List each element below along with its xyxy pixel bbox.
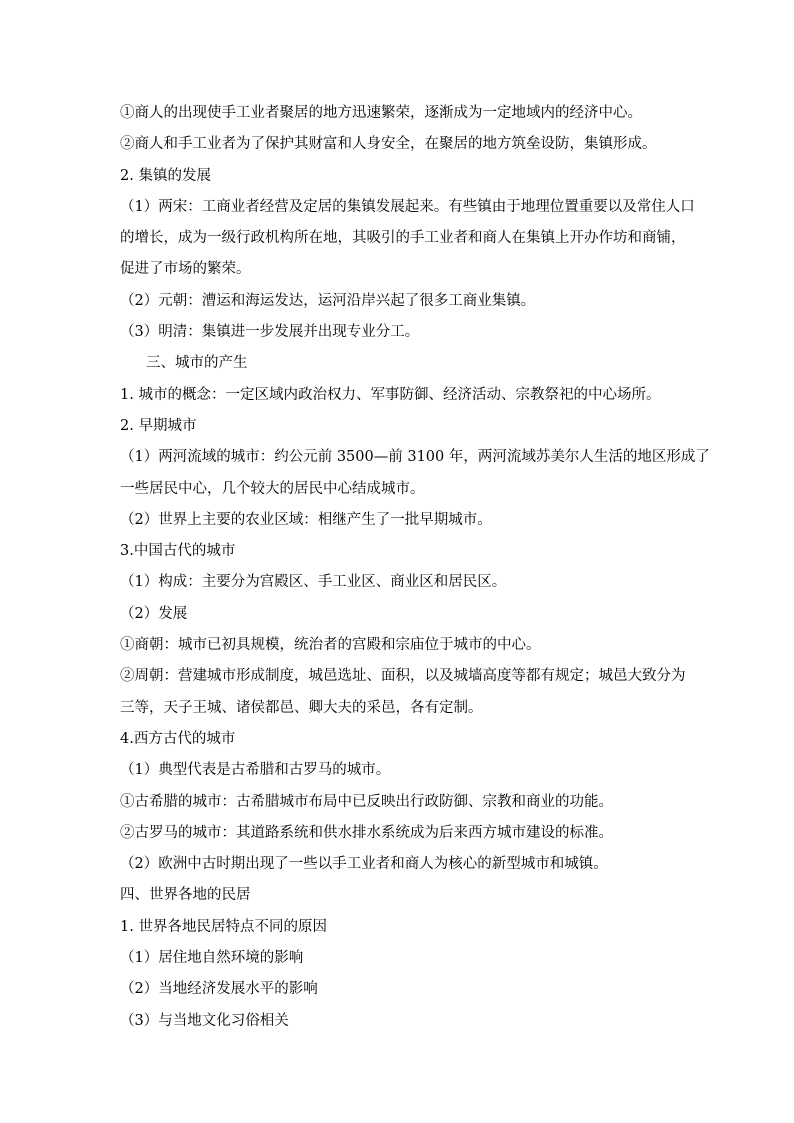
section-heading: 1. 世界各地民居特点不同的原因 xyxy=(120,918,327,935)
text-line: （3）明清：集镇进一步发展并出现专业分工。 xyxy=(120,324,420,341)
text-line: ①古希腊的城市：古希腊城市布局中已反映出行政防御、宗教和商业的功能。 xyxy=(120,793,613,810)
chapter-heading: 四、世界各地的民居 xyxy=(120,887,251,904)
document-body xyxy=(120,98,710,1037)
text-line: （2）欧洲中古时期出现了一些以手工业者和商人为核心的新型城市和城镇。 xyxy=(120,856,608,873)
text-line: ②古罗马的城市：其道路系统和供水排水系统成为后来西方城市建设的标准。 xyxy=(120,824,613,841)
section-heading: 4.西方古代的城市 xyxy=(120,730,236,747)
text-line: （1）两宋：工商业者经营及定居的集镇发展起来。有些镇由于地理位置重要以及常住人口 xyxy=(120,198,695,215)
text-line: （1）居住地自然环境的影响 xyxy=(120,950,304,967)
text-line: （1）两河流域的城市：约公元前 3500—前 3100 年，两河流域苏美尔人生活的地区形成了 xyxy=(120,449,710,466)
text-line: （3）与当地文化习俗相关 xyxy=(120,1012,289,1029)
text-line: 1. 城市的概念：一定区域内政治权力、军事防御、经济活动、宗教祭祀的中心场所。 xyxy=(120,386,661,403)
section-heading: 2. 早期城市 xyxy=(120,417,197,434)
text-line: 的增长，成为一级行政机构所在地，其吸引的手工业者和商人在集镇上开办作坊和商铺， xyxy=(120,230,686,247)
text-line: 促进了市场的繁荣。 xyxy=(120,261,251,278)
text-line: （2）发展 xyxy=(120,605,188,622)
text-line: （2）世界上主要的农业区域：相继产生了一批早期城市。 xyxy=(120,511,492,528)
text-line: ②商人和手工业者为了保护其财富和人身安全，在聚居的地方筑垒设防，集镇形成。 xyxy=(120,136,657,153)
text-line: （1）典型代表是古希腊和古罗马的城市。 xyxy=(120,762,391,779)
text-line: 一些居民中心，几个较大的居民中心结成城市。 xyxy=(120,480,425,497)
section-heading: 2. 集镇的发展 xyxy=(120,167,211,184)
section-heading: 3.中国古代的城市 xyxy=(120,543,236,560)
text-line: （2）当地经济发展水平的影响 xyxy=(120,981,318,998)
text-line: ②周朝：营建城市形成制度，城邑选址、面积，以及城墙高度等都有规定；城邑大致分为 xyxy=(120,668,686,685)
text-line: （1）构成：主要分为宫殿区、手工业区、商业区和居民区。 xyxy=(120,574,507,591)
text-line: ①商朝：城市已初具规模，统治者的宫殿和宗庙位于城市的中心。 xyxy=(120,637,541,654)
text-line: ①商人的出现使手工业者聚居的地方迅速繁荣，逐渐成为一定地域内的经济中心。 xyxy=(120,105,642,121)
text-line: （2）元朝：漕运和海运发达，运河沿岸兴起了很多工商业集镇。 xyxy=(120,292,536,309)
chapter-heading: 三、城市的产生 xyxy=(146,355,248,372)
text-line: 三等，天子王城、诸侯都邑、卿大夫的采邑，各有定制。 xyxy=(120,699,483,716)
